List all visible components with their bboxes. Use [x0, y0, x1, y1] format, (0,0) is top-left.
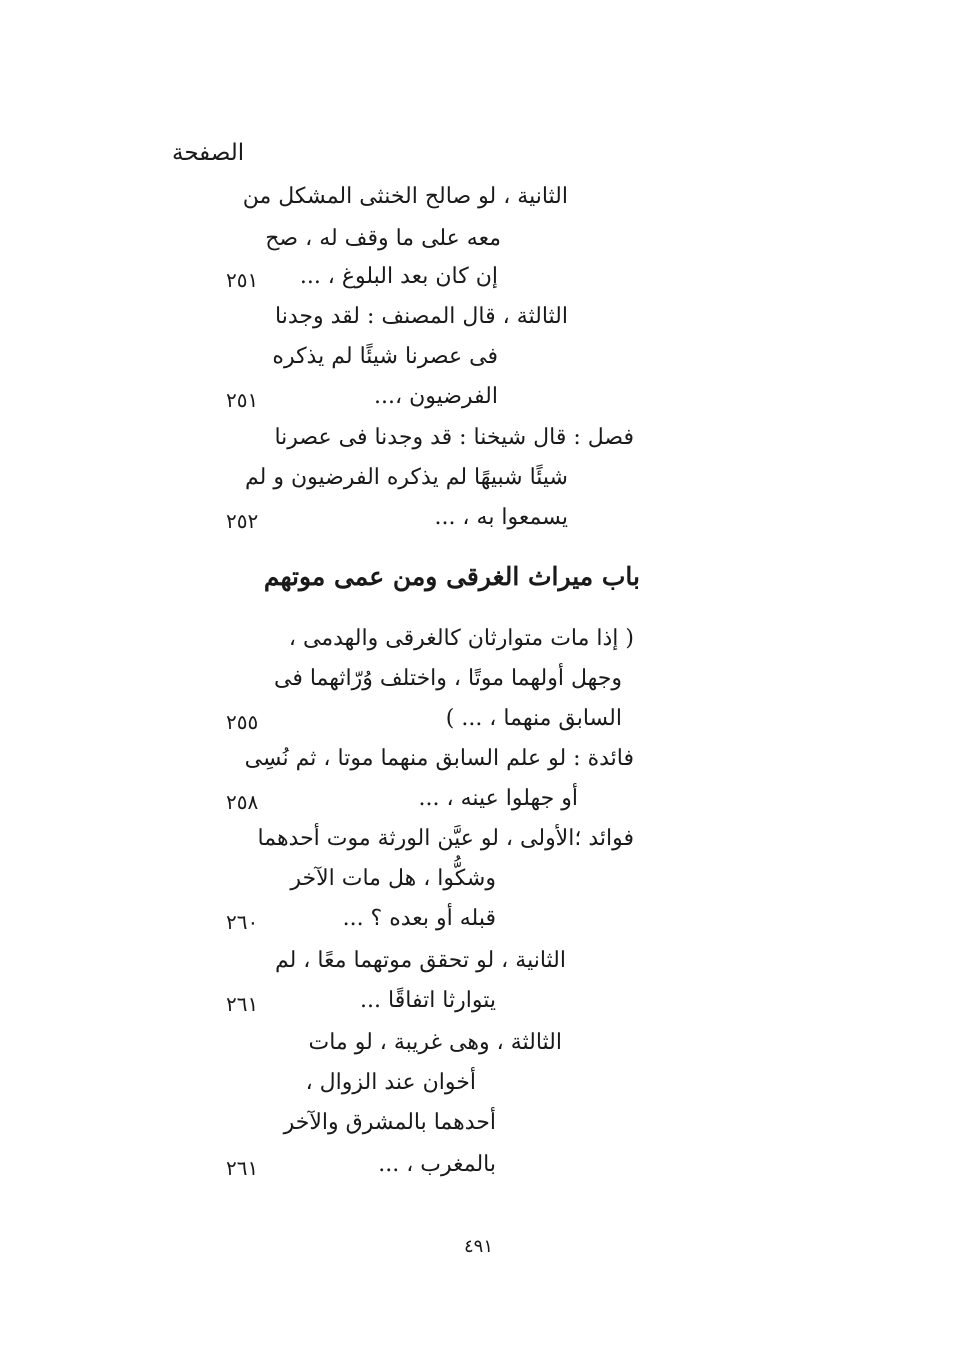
entry-line: شيئًا شبيهًا لم يذكره الفرضيون و لم	[245, 465, 568, 490]
page-number: ٢٦٠	[226, 910, 259, 934]
entry-line: يتوارثا اتفاقًا ...	[360, 988, 496, 1013]
entry-line: يسمعوا به ، ...	[434, 505, 568, 530]
entry-line: الثانية ، لو صالح الخنثى المشكل من	[242, 184, 568, 209]
entry-line: أو جهلوا عينه ، ...	[418, 786, 578, 811]
entry-line: ( إذا مات متوارثان كالغرقى والهدمى ،	[288, 626, 634, 651]
page-number: ٢٥٨	[226, 790, 259, 814]
entry-line: بالمغرب ، ...	[378, 1152, 496, 1177]
entry-line: معه على ما وقف له ، صح	[265, 226, 501, 251]
entry-line: الثانية ، لو تحقق موتهما معًا ، لم	[274, 948, 566, 973]
entry-line: السابق منهما ، ... )	[445, 706, 622, 731]
entry-line: أحدهما بالمشرق والآخر	[283, 1110, 496, 1135]
entry-line: أخوان عند الزوال ،	[305, 1070, 476, 1095]
entry-line: الثالثة ، قال المصنف : لقد وجدنا	[275, 304, 568, 329]
page-number: ٢٥٥	[226, 710, 259, 734]
entry-line: فصل : قال شيخنا : قد وجدنا فى عصرنا	[274, 425, 634, 450]
entry-line: فى عصرنا شيئًا لم يذكره	[272, 344, 498, 369]
entry-line: قبله أو بعده ؟ ...	[342, 906, 496, 931]
entry-line: إن كان بعد البلوغ ، ...	[299, 264, 498, 289]
section-heading: باب ميراث الغرقى ومن عمى موتهم	[263, 562, 640, 591]
folio-number: ٤٩١	[464, 1236, 494, 1257]
page-number: ٢٦١	[226, 1156, 259, 1180]
entry-line: فائدة : لو علم السابق منهما موتا ، ثم نُسِى	[244, 746, 634, 771]
entry-line: فوائد ؛الأولى ، لو عيَّن الورثة موت أحدهما	[257, 826, 634, 851]
entry-line: الثالثة ، وهى غريبة ، لو مات	[308, 1030, 562, 1055]
page-number: ٢٥١	[226, 268, 259, 292]
page-column-label: الصفحة	[172, 140, 245, 166]
page-number: ٢٥١	[226, 388, 259, 412]
entry-line: الفرضيون ،...	[374, 384, 498, 409]
entry-line: وجهل أولهما موتًا ، واختلف وُرّاثهما فى	[274, 666, 622, 691]
page-number: ٢٦١	[226, 992, 259, 1016]
page-number: ٢٥٢	[226, 509, 259, 533]
entry-line: وشكُّوا ، هل مات الآخر	[290, 866, 496, 891]
